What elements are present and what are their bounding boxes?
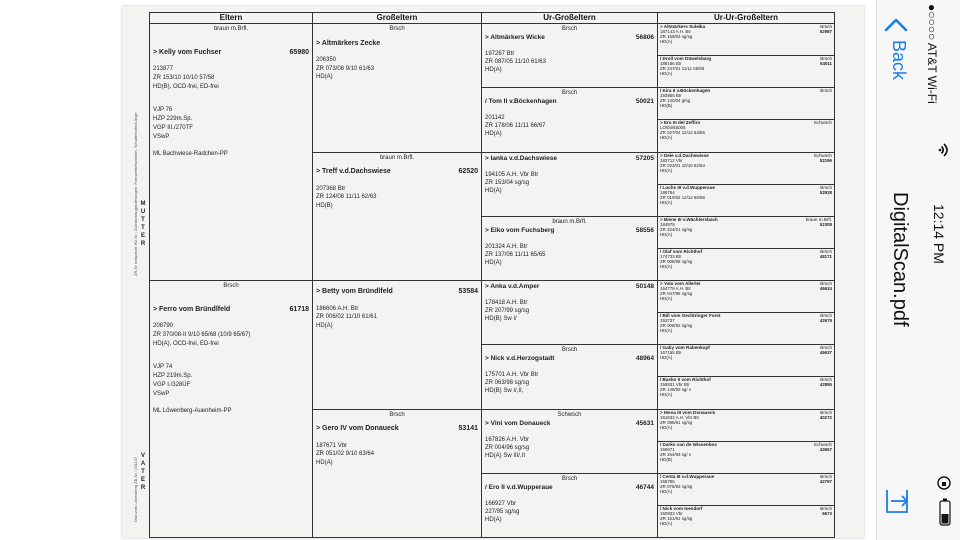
record-line: ZR 324/01 sg/sg [660, 226, 693, 232]
pedigree-cell [658, 441, 835, 473]
record-line: ZR 149/93 sg/ v [660, 387, 691, 393]
record-line: HD(B), OCD-frei, ED-frei [153, 84, 219, 90]
registration-number: 62520 [458, 168, 478, 175]
dog-name: > Biene III v.Wächtersbach [660, 216, 718, 222]
pedigree-cell [482, 345, 658, 409]
pedigree-cell [658, 473, 835, 505]
dog-name: > Dele v.d.Dachswiese [660, 152, 709, 158]
dog-name: > Altmärkers Zecke [316, 39, 381, 47]
name-row [485, 98, 654, 106]
ml-line: ML Löwenberg-Auenheim-PP [153, 408, 232, 414]
record-line: 194105 A.H. Vbr Btr [485, 171, 539, 178]
record-line: 193955 Btr [660, 93, 682, 99]
record-line: ZR 264/93 sg/ v [660, 451, 691, 457]
record-line: ZR 008/92 sg/sg [660, 323, 693, 329]
coat-color: Schwsch [813, 120, 832, 126]
wifi-icon [935, 143, 951, 157]
record-line: 178418 A.H. Btr [485, 300, 528, 306]
record-line: ZR 085/91 sg/sg [660, 419, 693, 425]
pedigree-cell [658, 313, 835, 345]
record-line: ZR 010/02 12/12 66/66 [660, 194, 705, 200]
stacked-letter: R [140, 485, 146, 491]
pedigree-cell [658, 24, 835, 56]
registration-number: 45631 [635, 419, 654, 427]
record-line: HD(A) [660, 392, 673, 398]
record-line: HD(A) [660, 488, 673, 494]
record-line: ZR 124/08 11/11 62/63 [316, 194, 377, 200]
record-text: 188186 Btr [660, 61, 682, 67]
record-text: 150833 Vbr [660, 510, 683, 516]
coat-color: Brsch [820, 184, 832, 190]
dog-name: / Gaby vom Rabenkopf [660, 345, 710, 351]
coat-color: Brsch [820, 473, 832, 479]
dog-name: > Kelly vom Fuchser [153, 49, 222, 56]
dog-name: > Mona III vom Donaueck [660, 409, 716, 415]
record-text: 158671 [660, 446, 675, 452]
registration-number: 40272 [819, 414, 832, 420]
coat-color: Brsch [820, 377, 832, 383]
record-line: HD(A) [485, 187, 502, 194]
test-result: VSwP [153, 391, 170, 397]
dog-name: > Nick v.d.Herzogstadt [485, 355, 555, 363]
record-line: 201324 A.H. Btr [485, 243, 528, 250]
registration-number: 58556 [635, 226, 654, 234]
dog-name: > Ero III del Zeffiro [660, 120, 701, 126]
record-line: ZR 370/08-II 9/10 65/68 (10/9 65/67) [153, 332, 251, 338]
ios-status-and-nav-bar [876, 0, 960, 540]
registration-number: 50021 [635, 98, 654, 106]
record-line: ZR 159/02 sg/sg [660, 34, 693, 39]
clock-time: 12:14 PM [931, 204, 947, 264]
test-result: VGP III./270TF [153, 125, 193, 131]
dog-name: > Yola vom Allerlei [660, 281, 701, 286]
registration-number: 52196 [819, 157, 832, 163]
registration-number: 53141 [458, 425, 478, 432]
record-line: ZR 247/01 11/11 65/68 [660, 66, 705, 72]
registration-number: 65980 [289, 49, 309, 56]
pedigree-cell [482, 88, 658, 152]
pedigree-cell [658, 377, 835, 409]
share-icon[interactable] [883, 486, 911, 516]
pedigree-cell [313, 281, 482, 410]
record-text: 174733 Btr [660, 253, 682, 259]
record-line: HD(A) [660, 135, 673, 141]
record-line: 166927 Vbr [485, 500, 517, 507]
dog-name: / Centa III v.d.Wupperaue [660, 473, 715, 479]
test-result: VJP 76 [153, 107, 173, 113]
stacked-letter: M [140, 201, 146, 207]
record-line: ZR 153/10 10/10 57/58 [153, 75, 215, 81]
record-line: HD(A) [660, 71, 673, 77]
pedigree-cell [482, 152, 658, 216]
record-line: 227/95 sg/sg [485, 508, 520, 515]
coat-color: Brsch [820, 409, 832, 415]
coat-color: Schwsch [557, 411, 582, 418]
record-line: HD(B) Sw I/ [485, 316, 517, 322]
stacked-letter: T [141, 225, 145, 231]
stacked-letter: V [140, 453, 145, 459]
father-label [139, 452, 147, 492]
stacked-letter: R [140, 241, 146, 247]
record-line: HD(A) [316, 74, 333, 80]
record-line: 206350 [316, 57, 337, 63]
header-ururgrosseltern: Ur-Ur-Großeltern [658, 13, 835, 24]
dog-name: / Tom II v.Böckenhagen [485, 98, 557, 106]
dog-name: / Kira II v.Böckenhagen [660, 88, 711, 94]
record-line: HD(A) [485, 259, 502, 266]
pedigree-cell [658, 120, 835, 152]
registration-number: 46744 [635, 483, 654, 491]
dog-name: > Vini vom Donaueck [485, 419, 551, 427]
pedigree-cell [658, 345, 835, 377]
pedigree-cell [482, 281, 658, 345]
dog-name: > Betty vom Bründlfeld [316, 288, 393, 295]
coat-color: braun m.Brfl. [379, 154, 415, 161]
coat-color: Brsch [561, 475, 578, 482]
coat-color: Brsch [561, 26, 578, 32]
registration-number: 46634 [819, 286, 832, 291]
pedigree-cell [658, 184, 835, 216]
registration-number: 50148 [635, 283, 654, 290]
ml-line: ML Bachwiese-Radchen-PP [153, 151, 228, 157]
registration-number: 56806 [635, 34, 654, 41]
dog-name: / Ero II v.d.Wupperaue [485, 483, 553, 491]
dog-name: / Bill vom Oechtringer Forst [660, 313, 721, 319]
coat-color: braun m.Brfl. [213, 26, 249, 32]
document-title: DigitalScan.pdf [889, 192, 911, 327]
record-line: HD(A) [660, 231, 673, 237]
record-line: HD(B) [660, 103, 673, 109]
pedigree-cell [150, 281, 313, 538]
stacked-letter: U [140, 209, 146, 215]
name-row [153, 305, 309, 314]
coat-color: Schwsch [813, 152, 832, 158]
stacked-letter: E [140, 233, 145, 239]
pedigree-cell [658, 409, 835, 441]
record-line: HD(A) [485, 131, 502, 138]
registration-number: 48171 [819, 253, 832, 259]
record-line: ZR 178/06 11/11 66/67 [485, 123, 546, 130]
record-line: ZR 153/04 sg/sg [485, 179, 530, 186]
registration-number: 61718 [289, 306, 309, 313]
record-text: 184975 [660, 221, 675, 227]
name-row [153, 48, 309, 57]
record-line: HD(A) [485, 67, 502, 73]
coat-color: Brsch [820, 24, 832, 29]
record-line: ZR 140/04 g/sg [660, 98, 691, 104]
pedigree-cell [313, 24, 482, 153]
dog-name: > Ferro vom Bründlfeld [153, 306, 231, 313]
record-line: HD(B) [660, 456, 673, 462]
record-line: ZR 023/01 10/10 62/64 [660, 162, 705, 168]
record-line: ZR 027/04 12/12 64/65 [660, 130, 705, 136]
registration-number: 57205 [635, 154, 654, 162]
record-line: HD(A) [660, 424, 673, 430]
record-text: 164778 A.H. Btr [660, 286, 691, 291]
name-row [485, 355, 654, 363]
registration-number: 52987 [819, 29, 832, 34]
record-line: HD(A) Sw III/,II [485, 452, 526, 459]
record-line: HD(A), OCD-frei, ED-frei [153, 341, 219, 347]
stacked-letter: A [140, 461, 146, 467]
coat-color: Brsch [820, 313, 832, 319]
record-line: ZR 076/93 sg/sg [660, 483, 693, 489]
record-text: 186754 [660, 189, 675, 195]
record-line: HD(A) [660, 199, 673, 205]
name-row [485, 484, 654, 492]
record-text: 151632 A.H. Vbr Btr [660, 414, 700, 420]
registration-number: 42679 [819, 318, 832, 324]
name-row [316, 425, 478, 434]
coat-color: braun m.Brfl. [805, 216, 832, 222]
coat-color: braun m.Brfl. [552, 218, 587, 225]
record-line: HD(A) [660, 39, 673, 44]
record-line: HD(A) [660, 328, 673, 334]
pedigree-cell [313, 152, 482, 281]
lock-rotation-icon [935, 474, 953, 492]
name-row [485, 34, 654, 42]
record-line: 197267 Btr [485, 51, 515, 57]
stacked-letter: T [141, 217, 145, 223]
battery-icon [939, 498, 951, 526]
registration-number: 6673 [822, 510, 832, 516]
pedigree-cell [150, 24, 313, 281]
record-line: 186606 A.H. Btr [316, 305, 359, 312]
coat-color: Brsch [820, 345, 832, 351]
margin-note-bottom: Oda vom Löwenberg ZB-Nr.: 231137 [133, 456, 138, 522]
coat-color: Brsch [820, 505, 832, 511]
record-line: ZR 006/02 11/10 61/61 [316, 314, 377, 320]
pedigree-cell [658, 248, 835, 280]
name-row [485, 155, 654, 163]
record-line: HD(A) [660, 355, 673, 361]
registration-number: 42895 [819, 382, 832, 388]
record-line: HD(A) [485, 516, 502, 523]
coat-color: Brsch [820, 248, 832, 254]
pedigree-cell [482, 216, 658, 280]
dog-name: / Darko van de Wissenbos [660, 441, 717, 447]
coat-color: Brsch [820, 88, 832, 94]
registration-number: 43667 [819, 446, 832, 452]
pedigree-cell [658, 152, 835, 184]
stacked-letter: E [140, 477, 145, 483]
record-text: 187143 A.H. Btr [660, 29, 691, 34]
record-line: HD(A) [660, 167, 673, 173]
dog-name: > Ianka v.d.Dachswiese [485, 154, 557, 162]
record-line: HD(A) [660, 263, 673, 269]
dog-name: > Eiko vom Fuchsberg [485, 226, 555, 234]
registration-number: 45637 [819, 350, 832, 356]
name-row [316, 168, 478, 177]
header-grosseltern: Großeltern [313, 13, 482, 24]
coat-color: Brsch [223, 283, 239, 289]
coat-color: Brsch [389, 411, 405, 418]
record-line: 167826 A.H. Vbr [485, 436, 530, 443]
header-eltern: Eltern [150, 13, 313, 24]
dog-name: / Droll vom Düwelsbarg [660, 56, 712, 62]
record-line: 201142 [485, 115, 505, 122]
pdf-page [122, 6, 864, 538]
pedigree-cell [658, 216, 835, 248]
record-text: 167155 Btr [660, 350, 682, 356]
record-line: ZR 051/02 9/10 63/64 [316, 451, 375, 457]
record-line: ZR 207/99 sg/sg [485, 308, 530, 314]
pedigree-cell [313, 409, 482, 538]
coat-color: Brsch [389, 26, 405, 32]
dog-name: / Basko II vom Richthof [660, 377, 711, 383]
record-line: HD(B) [316, 202, 333, 209]
dog-name: > Altmärkers Wicke [485, 34, 545, 41]
dog-name: / Nick vom Isendorf [660, 505, 703, 511]
name-row [485, 283, 654, 291]
record-line: 213877 [153, 66, 174, 72]
name-row [316, 288, 478, 297]
registration-number: 53584 [458, 288, 478, 295]
record-line: HD(A) [660, 296, 673, 301]
header-urgrosseltern: Ur-Großeltern [482, 13, 658, 24]
record-line: ZR 151/91 sg/sg [660, 515, 693, 521]
test-result: HZP 229m.Sp. [153, 116, 193, 122]
mother-label [139, 200, 147, 248]
record-line: ZR 047/95 sg/sg [660, 291, 693, 296]
record-line: HD(A) [316, 459, 333, 466]
test-result: VGP I./328ÜF [153, 382, 191, 388]
coat-color: Brsch [820, 56, 832, 62]
registration-number: 48964 [635, 355, 654, 363]
back-button[interactable] [877, 0, 960, 100]
record-line: ZR 063/98 sg/sg [485, 380, 530, 387]
test-result: HZP 219m.Sp. [153, 373, 193, 379]
registration-number: 52308 [819, 221, 832, 227]
pedigree-cell [482, 409, 658, 473]
test-result: VJP 74 [153, 364, 173, 370]
carrier-status: ●○○○○ AT&T Wi-Fi [925, 4, 939, 104]
name-row [316, 40, 478, 49]
record-text: 158785 [660, 478, 675, 484]
registration-number: 52928 [819, 189, 832, 195]
name-row [485, 227, 654, 235]
record-line: 175701 A.H. Vbr Btr [485, 372, 539, 379]
coat-color: Schwsch [813, 441, 832, 447]
registration-number: 54511 [820, 61, 832, 67]
back-label: Back [889, 40, 909, 81]
registration-number: 42797 [819, 478, 832, 484]
coat-color: Brsch [820, 281, 832, 286]
chevron-left-icon [883, 12, 909, 38]
dog-name: / Luchs III v.d.Wupperaue [660, 184, 715, 190]
pedigree-cell [482, 24, 658, 88]
dog-name: > Altmärkers Suleika [660, 24, 706, 29]
record-line: ZR 087/05 11/10 61/63 [485, 59, 546, 65]
test-result: VSwP [153, 134, 170, 140]
record-line: 187671 Vbr [316, 442, 348, 449]
record-line: 208790 [153, 323, 174, 329]
record-line: 207368 Btr [316, 185, 346, 192]
record-line: HD(A) [660, 520, 673, 526]
pedigree-cell [658, 505, 835, 537]
pedigree-cell [658, 281, 835, 313]
record-line: ZR 004/96 sg/sg [485, 444, 530, 451]
pedigree-cell [482, 473, 658, 537]
dog-name: > Gero IV vom Donaueck [316, 425, 399, 432]
record-line: ZR 073/08 9/10 61/63 [316, 65, 375, 72]
record-line: ZR 137/06 11/11 65/65 [485, 251, 546, 258]
record-line: HD(A) [316, 322, 333, 329]
record-text: 153737 [660, 318, 675, 324]
record-line: LOI04/65006 [660, 125, 686, 131]
dog-name: / Olaf vom Richthof [660, 248, 703, 254]
margin-note-top: ZR-Nr entspricht HD-Nr.; Zuchtschaugradierungen: Formwert/Haarwert, Schulterhöhe/Länge [133, 112, 138, 276]
record-line: ZR 008/98 sg/sg [660, 258, 693, 264]
record-line: HD(B) Sw I/,II, [485, 388, 524, 395]
pedigree-table [149, 12, 835, 538]
name-row [485, 420, 654, 428]
dog-name: > Treff v.d.Dachswiese [316, 168, 391, 175]
pedigree-cell [658, 56, 835, 88]
dog-name: > Anka v.d.Amper [485, 283, 540, 290]
coat-color: Brsch [561, 90, 578, 97]
pedigree-cell [658, 88, 835, 120]
coat-color: Brsch [561, 347, 578, 354]
record-text: 158831 Vbr Btr [660, 382, 690, 388]
record-text: 183712 Vbr [660, 157, 683, 163]
stacked-letter: T [141, 469, 145, 475]
